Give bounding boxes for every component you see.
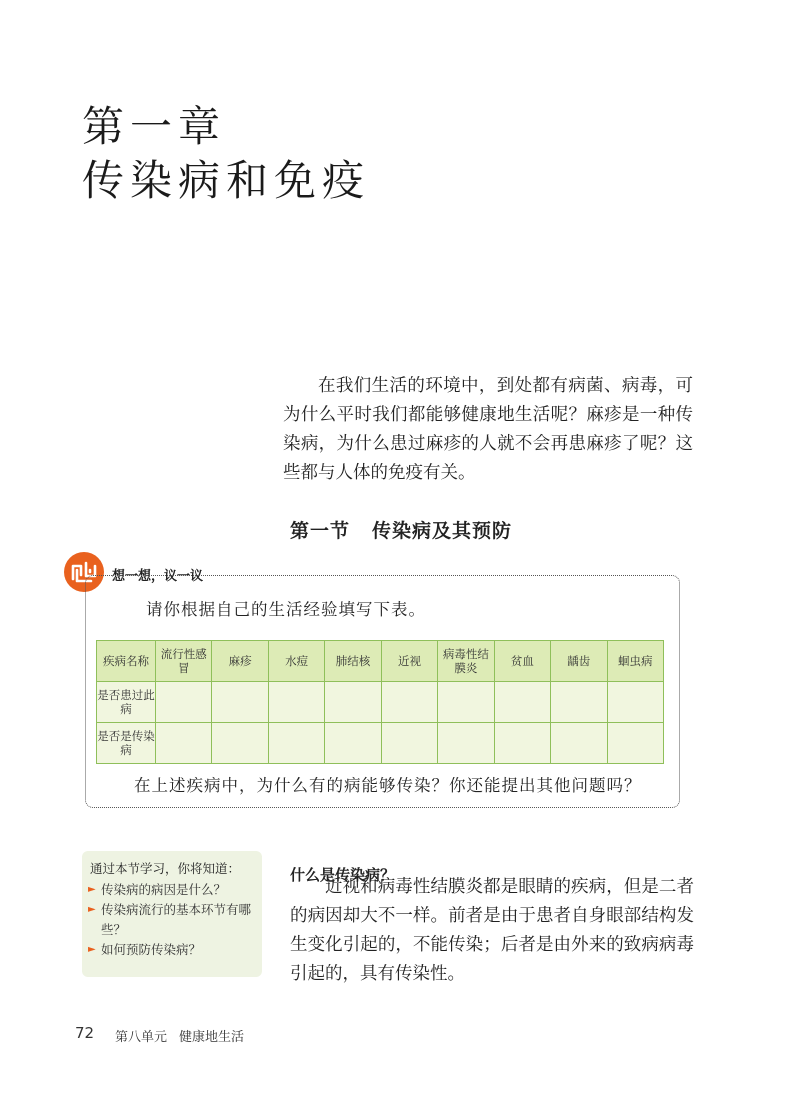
table-cell [381, 723, 437, 764]
subsection-title: 什么是传染病？ [290, 866, 396, 884]
bullet-icon: ► [88, 944, 96, 955]
table-cell [607, 723, 664, 764]
table-cell [494, 682, 550, 723]
learning-goals-list [88, 880, 260, 960]
section-title [290, 516, 512, 543]
table-cell [551, 682, 607, 723]
table-cell [212, 723, 268, 764]
list-item [88, 900, 260, 940]
table-header-cell: 肺结核 [325, 641, 381, 682]
table-header-cell: 龋齿 [551, 641, 607, 682]
chapter-name: 传染病和免疫 [82, 156, 371, 205]
disease-survey-table [96, 640, 664, 764]
table-header-cell: 麻疹 [212, 641, 268, 682]
table-row [97, 723, 664, 764]
table-cell [438, 682, 494, 723]
table-cell [156, 723, 212, 764]
table-header-cell: 近视 [381, 641, 437, 682]
table-header-cell: 水痘 [268, 641, 324, 682]
table-row-label: 是否是传染病 [97, 723, 156, 764]
section-name: 传染病及其预防 [372, 520, 513, 542]
table-cell [268, 682, 324, 723]
learning-goals-title: 通过本节学习，你将知道： [90, 861, 241, 876]
table-header-cell: 病毒性结膜炎 [438, 641, 494, 682]
table-cell [325, 723, 381, 764]
think-prompt: 请你根据自己的生活经验填写下表。 [146, 600, 426, 619]
list-item-text: 如何预防传染病？ [101, 942, 202, 957]
table-cell [381, 682, 437, 723]
page-number: 72 [75, 1024, 95, 1042]
unit-number: 第八单元 [115, 1030, 168, 1045]
table-cell [551, 723, 607, 764]
table-header-cell: 疾病名称 [97, 641, 156, 682]
think-discuss-label: 想一想，议一议 [112, 569, 204, 584]
list-item [88, 940, 260, 960]
list-item-text: 传染病的病因是什么？ [101, 882, 227, 897]
subsection-paragraph: 近视和病毒性结膜炎都是眼睛的疾病，但是二者的病因却大不一样。前者是由于患者自身眼部结构发生变化引起的，不能传染；后者是由外来的致病病毒引起的，具有传染性。 [290, 877, 694, 984]
table-cell [607, 682, 664, 723]
table-header-row [97, 641, 664, 682]
chapter-title [82, 100, 370, 208]
list-item-text: 传染病流行的基本环节有哪些？ [101, 902, 252, 937]
table-cell [494, 723, 550, 764]
table-header-cell: 贫血 [494, 641, 550, 682]
intro-paragraph: 在我们生活的环境中，到处都有病菌、病毒，可为什么平时我们都能够健康地生活呢？麻疹是一种传染病，为什么患过麻疹的人就不会再患麻疹了呢？这些都与人体的免疫有关。 [283, 376, 693, 483]
table-row-label: 是否患过此病 [97, 682, 156, 723]
bullet-icon: ► [88, 904, 96, 915]
section-number: 第一节 [290, 520, 351, 542]
list-item [88, 880, 260, 900]
table-row [97, 682, 664, 723]
think-question: 在上述疾病中，为什么有的病能够传染？你还能提出其他问题吗？ [134, 776, 642, 795]
table-cell [268, 723, 324, 764]
unit-footer [115, 1026, 244, 1045]
chapter-number: 第一章 [82, 102, 227, 151]
table-header-cell: 流行性感冒 [156, 641, 212, 682]
table-cell [212, 682, 268, 723]
table-cell [325, 682, 381, 723]
unit-title: 健康地生活 [179, 1030, 245, 1045]
table-cell [156, 682, 212, 723]
bullet-icon: ► [88, 884, 96, 895]
table-cell [438, 723, 494, 764]
table-header-cell: 蛔虫病 [607, 641, 664, 682]
